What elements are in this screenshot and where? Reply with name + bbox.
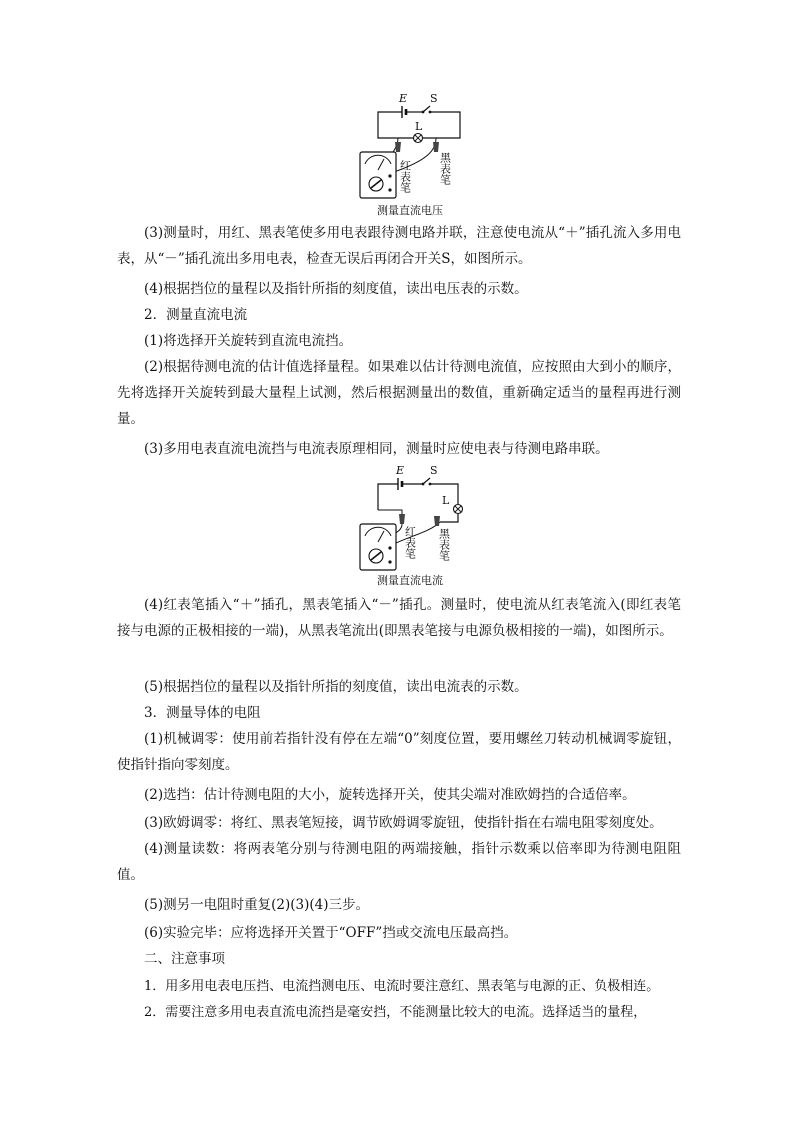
- paragraph: (4)红表笔插入“＋”插孔，黑表笔插入“－”插孔。测量时，使电流从红表笔流入(即红表笔接与电源的正极相接的一端)，从黑表笔流出(即黑表笔接与电源负极相接的一端)，如图所示。: [117, 597, 681, 639]
- label-switch-s: S: [430, 92, 438, 105]
- paragraph: (5)根据挡位的量程以及指针所指的刻度值，读出电流表的示数。: [144, 679, 528, 695]
- circuit-diagram-voltage: [350, 90, 470, 202]
- figure-current-caption: 测量直流电流: [377, 574, 443, 587]
- figure-current-circuit: [350, 462, 470, 587]
- paragraph: (1)机械调零：使用前若指针没有停在左端“0”刻度位置，要用螺丝刀转动机械调零旋钮，使指针指向零刻度。: [117, 731, 681, 773]
- figure-voltage-circuit: [350, 90, 470, 217]
- paragraph: 2．需要注意多用电表直流电流挡是毫安挡，不能测量比较大的电流。选择适当的量程，: [144, 1005, 647, 1020]
- paragraph: (5)测另一电阻时重复(2)(3)(4)三步。: [144, 897, 369, 913]
- paragraph: (2)选挡：估计待测电阻的大小，旋转选择开关，使其尖端对准欧姆挡的合适倍率。: [144, 787, 636, 803]
- label-red-probe: 红表笔: [403, 526, 417, 559]
- paragraph: (4)测量读数：将两表笔分别与待测电阻的两端接触，指针示数乘以倍率即为待测电阻阻值。: [117, 841, 681, 883]
- label-switch-s: S: [430, 464, 438, 477]
- label-red-probe: 红表笔: [398, 160, 412, 193]
- label-black-probe: 黑表笔: [437, 528, 451, 561]
- section-heading: 2．测量直流电流: [144, 307, 248, 323]
- paragraph: (3)多用电表直流电流挡与电流表原理相同，测量时应使电表与待测电路串联。: [144, 441, 609, 457]
- section-heading: 3．测量导体的电阻: [144, 705, 261, 721]
- label-lamp-l: L: [415, 120, 423, 133]
- paragraph: (2)根据待测电流的估计值选择量程。如果难以估计待测电流值，应按照由大到小的顺序，先将选择开关旋转到最大量程上试测，然后根据测量出的数值，重新确定适当的量程再进行测量。: [117, 359, 681, 427]
- figure-voltage-caption: 测量直流电压: [377, 204, 443, 217]
- paragraph: (1)将选择开关旋转到直流电流挡。: [144, 333, 353, 349]
- label-battery-e: E: [399, 92, 408, 105]
- label-lamp-l: L: [442, 494, 450, 507]
- section-heading: 二、注意事项: [144, 951, 225, 967]
- label-battery-e: E: [396, 464, 405, 477]
- paragraph: (6)实验完毕：应将选择开关置于“OFF”挡或交流电压最高挡。: [144, 925, 518, 941]
- paragraph: (4)根据挡位的量程以及指针所指的刻度值，读出电压表的示数。: [144, 281, 528, 297]
- paragraph: 1．用多用电表电压挡、电流挡测电压、电流时要注意红、黑表笔与电源的正、负极相连。: [144, 979, 660, 994]
- label-black-probe: 黑表笔: [438, 152, 452, 185]
- paragraph: (3)欧姆调零：将红、黑表笔短接，调节欧姆调零旋钮，使指针指在右端电阻零刻度处。: [144, 815, 663, 831]
- circuit-diagram-current: [350, 462, 470, 572]
- paragraph: (3)测量时，用红、黑表笔使多用电表跟待测电路并联，注意使电流从“＋”插孔流入多用电表，从“－”插孔流出多用电表，检查无误后再闭合开关S，如图所示。: [117, 225, 681, 267]
